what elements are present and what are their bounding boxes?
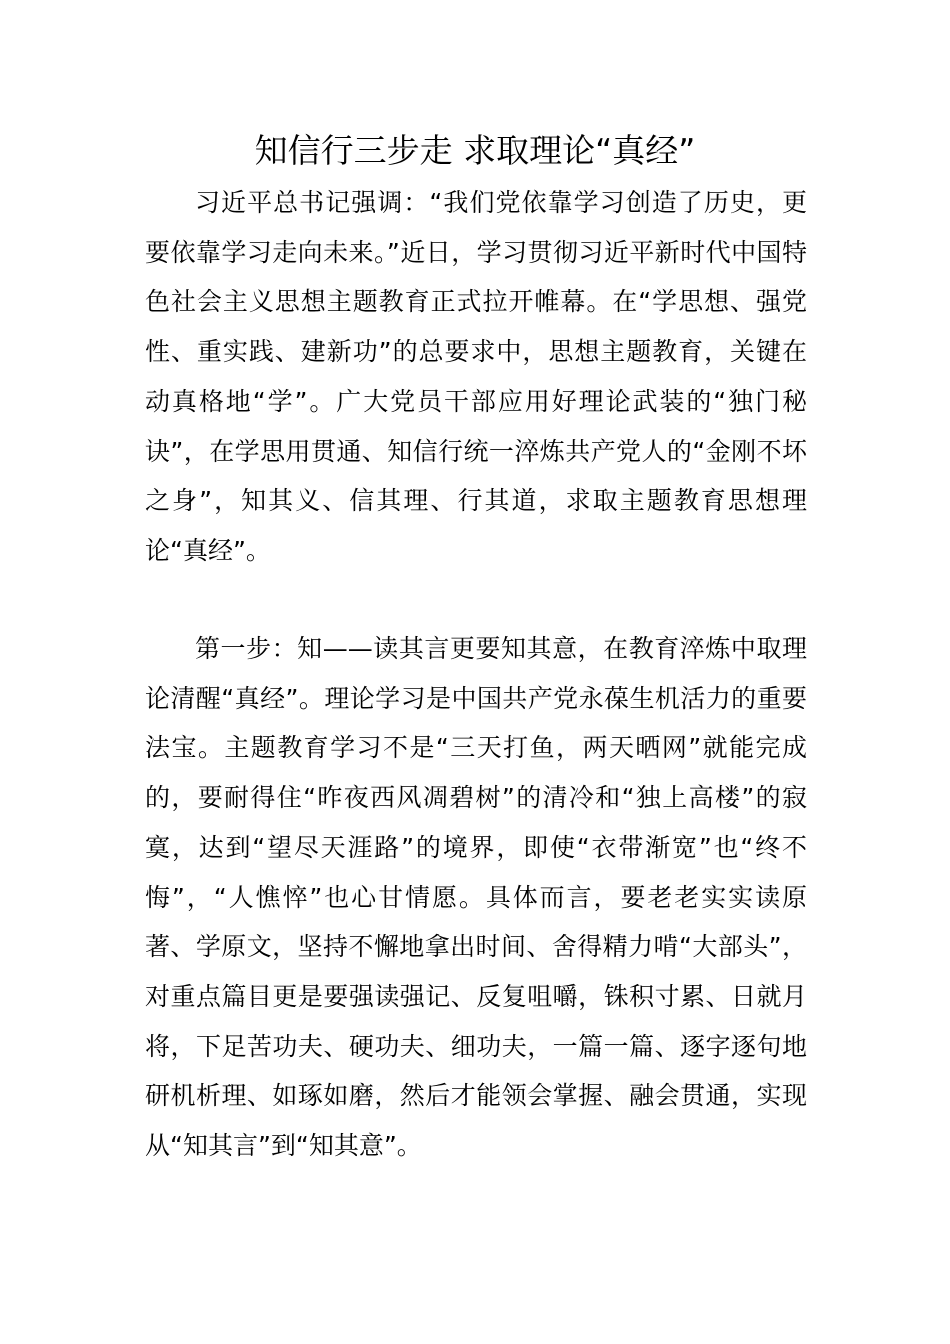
paragraph-step-one: 第一步：知——读其言更要知其意，在教育淬炼中取理论清醒“真经”。理论学习是中国共产党永葆生机活力的重要法宝。主题教育学习不是“三天打鱼，两天晒网”就能完成的，要耐得住“昨夜西风凋碧树”的清冷和“独上高楼”的寂寞，达到“望尽天涯路”的境界，即使“衣带渐宽”也“终不悔”，“人憔悴”也心甘情愿。具体而言，要老老实实读原著、学原文，坚持不懈地拿出时间、舍得精力啃“大部头”，对重点篇目更是要强读强记、反复咀嚼，铢积寸累、日就月将，下足苦功夫、硬功夫、细功夫，一篇一篇、逐字逐句地研机析理、如琢如磨，然后才能领会掌握、融会贯通，实现从“知其言”到“知其意”。 bbox=[145, 634, 807, 1161]
document-title: 知信行三步走 求取理论“真经” bbox=[254, 131, 696, 170]
paragraph-intro: 习近平总书记强调：“我们党依靠学习创造了历史，更要依靠学习走向未来。”近日，学习贯彻习近平新时代中国特色社会主义思想主题教育正式拉开帷幕。在“学思想、强党性、重实践、建新功”的总要求中，思想主题教育，关键在动真格地“学”。广大党员干部应用好理论武装的“独门秘诀”，在学思用贯通、知信行统一淬炼共产党人的“金刚不坏之身”，知其义、信其理、行其道，求取主题教育思想理论“真经”。 bbox=[145, 188, 807, 565]
